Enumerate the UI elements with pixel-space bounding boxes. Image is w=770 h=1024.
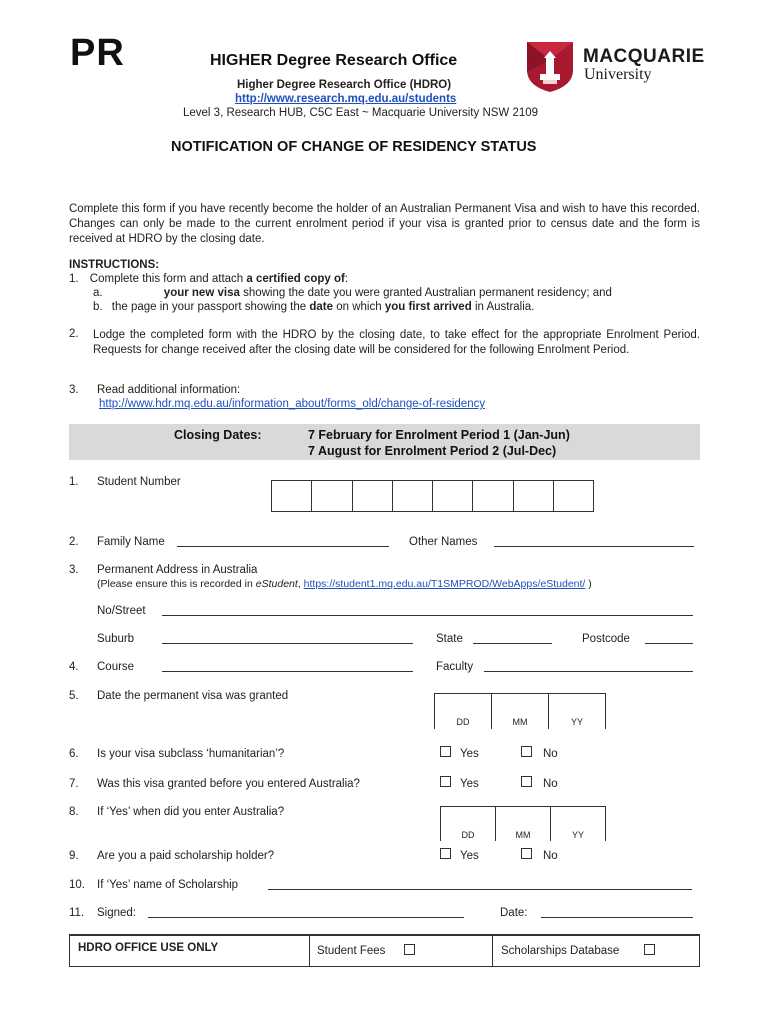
other-names-label: Other Names (409, 536, 478, 548)
instruction-1b-text2: on which (336, 301, 382, 313)
visa-date-year[interactable] (549, 694, 605, 729)
instruction-1a-bold: your new visa (163, 287, 240, 299)
state-field[interactable] (473, 633, 552, 644)
q4-label: Course (97, 661, 135, 673)
scholarships-db-label: Scholarships Database (501, 945, 620, 957)
q3-note-mid: , (297, 578, 304, 590)
instruction-1b (93, 301, 534, 313)
student-number-digit[interactable] (272, 481, 312, 511)
q10-num: 10. (69, 879, 85, 891)
q2-num: 2. (69, 536, 79, 548)
q7-no-label: No (543, 778, 558, 790)
entry-date-month[interactable] (496, 807, 551, 841)
entry-date-boxes[interactable] (440, 806, 606, 841)
logo-line1: MACQUARIE (583, 46, 705, 67)
q4-num: 4. (69, 661, 79, 673)
scholarships-db-cell (493, 936, 699, 966)
q8-num: 8. (69, 806, 79, 818)
date-label: Date: (500, 907, 528, 919)
estudent-link[interactable]: https://student1.mq.edu.au/T1SMPROD/WebApps/eStudent/ (303, 578, 586, 590)
q6-no-checkbox[interactable] (521, 746, 532, 757)
instructions-heading: INSTRUCTIONS: (69, 259, 160, 271)
scholarships-db-checkbox[interactable] (644, 944, 655, 955)
instruction-2-text: Lodge the completed form with the HDRO by the closing date, to take effect for the appropriate Enrolment Period. Requests for change received after the closing date will be considered for the following Enrolment Period. (93, 329, 700, 356)
instruction-3-text: Read additional information: (97, 384, 241, 396)
university-crest-icon (527, 42, 573, 92)
form-title: NOTIFICATION OF CHANGE OF RESIDENCY STATUS (171, 139, 537, 155)
student-number-digit[interactable] (393, 481, 433, 511)
student-number-boxes[interactable] (271, 480, 594, 512)
student-number-digit[interactable] (554, 481, 593, 511)
q3-note-post: ) (585, 578, 592, 590)
suburb-label: Suburb (97, 633, 135, 645)
q3-label: Permanent Address in Australia (97, 564, 258, 576)
entry-date-year[interactable] (551, 807, 605, 841)
macquarie-logo (527, 42, 707, 92)
office-address: Level 3, Research HUB, C5C East ~ Macquarie University NSW 2109 (183, 107, 539, 119)
form-code: PR (70, 32, 125, 74)
q7-yes-label: Yes (460, 778, 479, 790)
q5-label: Date the permanent visa was granted (97, 690, 289, 702)
q1-num: 1. (69, 476, 79, 488)
q9-label: Are you a paid scholarship holder? (97, 850, 275, 862)
q6-yes-checkbox[interactable] (440, 746, 451, 757)
instruction-1b-text1: the page in your passport showing the (111, 301, 307, 313)
instruction-1a-text: showing the date you were granted Australian permanent residency; and (243, 287, 612, 299)
q9-yes-checkbox[interactable] (440, 848, 451, 859)
signed-date-field[interactable] (541, 907, 693, 918)
instruction-1a-label: a. (93, 287, 103, 299)
course-field[interactable] (162, 661, 413, 672)
instruction-1-num: 1. (69, 273, 79, 285)
yy-label: YY (571, 830, 584, 840)
q7-no-checkbox[interactable] (521, 776, 532, 787)
street-field[interactable] (162, 605, 693, 616)
student-number-digit[interactable] (353, 481, 393, 511)
office-title: HIGHER Degree Research Office (210, 52, 458, 69)
q6-no-label: No (543, 748, 558, 760)
instruction-1 (69, 273, 348, 285)
q6-yes-label: Yes (460, 748, 479, 760)
instruction-2-num: 2. (69, 328, 79, 340)
mm-label: MM (515, 830, 531, 840)
q9-yes-label: Yes (460, 850, 479, 862)
instruction-1-bold: a certified copy of (246, 273, 345, 285)
visa-date-month[interactable] (492, 694, 549, 729)
instruction-1b-bold1: date (309, 301, 334, 313)
postcode-label: Postcode (582, 633, 630, 645)
visa-date-day[interactable] (435, 694, 492, 729)
q11-label: Signed: (97, 907, 137, 919)
q7-yes-checkbox[interactable] (440, 776, 451, 787)
office-use-label: HDRO OFFICE USE ONLY (78, 942, 219, 954)
logo-line2: University (584, 66, 652, 83)
student-number-digit[interactable] (312, 481, 352, 511)
instruction-1b-label: b. (93, 301, 103, 313)
instruction-1b-text3: in Australia. (474, 301, 535, 313)
instruction-1a (93, 287, 612, 299)
student-number-digit[interactable] (514, 481, 554, 511)
q10-label: If ‘Yes’ name of Scholarship (97, 879, 239, 891)
faculty-field[interactable] (484, 661, 693, 672)
office-use-table (69, 934, 700, 967)
intro-paragraph: Complete this form if you have recently become the holder of an Australian Permanent Visa and wish to have this recorded. Changes can only be made to the current enrolment period if your visa is granted prior to census date and the form is received at HDRO by the closing date. (69, 203, 700, 245)
q1-label: Student Number (97, 476, 181, 488)
residency-info-link[interactable]: http://www.hdr.mq.edu.au/information_about/forms_old/change-of-residency (99, 398, 486, 410)
q6-num: 6. (69, 748, 79, 760)
student-fees-cell (310, 936, 493, 966)
q7-num: 7. (69, 778, 79, 790)
q9-no-label: No (543, 850, 558, 862)
mm-label: MM (512, 717, 528, 727)
student-fees-label: Student Fees (317, 945, 386, 957)
instruction-1b-bold2: you first arrived (384, 301, 472, 313)
q3-num: 3. (69, 564, 79, 576)
scholarship-name-field[interactable] (268, 879, 692, 890)
q2-label: Family Name (97, 536, 165, 548)
q9-num: 9. (69, 850, 79, 862)
closing-date-2: 7 August for Enrolment Period 2 (Jul-Dec) (308, 444, 557, 458)
signature-field[interactable] (148, 907, 464, 918)
q3-note (97, 578, 592, 590)
q9-no-checkbox[interactable] (521, 848, 532, 859)
closing-dates-label: Closing Dates: (174, 428, 262, 442)
student-number-digit[interactable] (433, 481, 473, 511)
q5-num: 5. (69, 690, 79, 702)
office-use-cell (70, 936, 310, 966)
closing-dates-band (69, 424, 700, 460)
suburb-field[interactable] (162, 633, 413, 644)
closing-date-1: 7 February for Enrolment Period 1 (Jan-Jun) (308, 428, 570, 442)
street-label: No/Street (97, 605, 146, 617)
visa-date-boxes[interactable] (434, 693, 606, 729)
q8-label: If ‘Yes’ when did you enter Australia? (97, 806, 285, 818)
q6-label: Is your visa subclass ‘humanitarian’? (97, 748, 285, 760)
yy-label: YY (570, 717, 583, 727)
postcode-field[interactable] (645, 633, 693, 644)
faculty-label: Faculty (436, 661, 474, 673)
office-subtitle: Higher Degree Research Office (HDRO) (237, 79, 452, 91)
student-fees-checkbox[interactable] (404, 944, 415, 955)
student-number-digit[interactable] (473, 481, 513, 511)
office-url-link[interactable]: http://www.research.mq.edu.au/students (235, 93, 457, 105)
other-names-field[interactable] (494, 536, 694, 547)
entry-date-day[interactable] (441, 807, 496, 841)
instruction-1-colon: : (344, 273, 349, 285)
dd-label: DD (456, 717, 470, 727)
q3-note-italic: eStudent (255, 578, 298, 590)
state-label: State (436, 633, 463, 645)
dd-label: DD (461, 830, 475, 840)
q11-num: 11. (69, 907, 85, 919)
instruction-3-num: 3. (69, 384, 79, 396)
q3-note-pre: (Please ensure this is recorded in (97, 578, 256, 590)
instruction-1-text: Complete this form and attach (89, 273, 244, 285)
family-name-field[interactable] (177, 536, 389, 547)
q7-label: Was this visa granted before you entered Australia? (97, 778, 360, 790)
